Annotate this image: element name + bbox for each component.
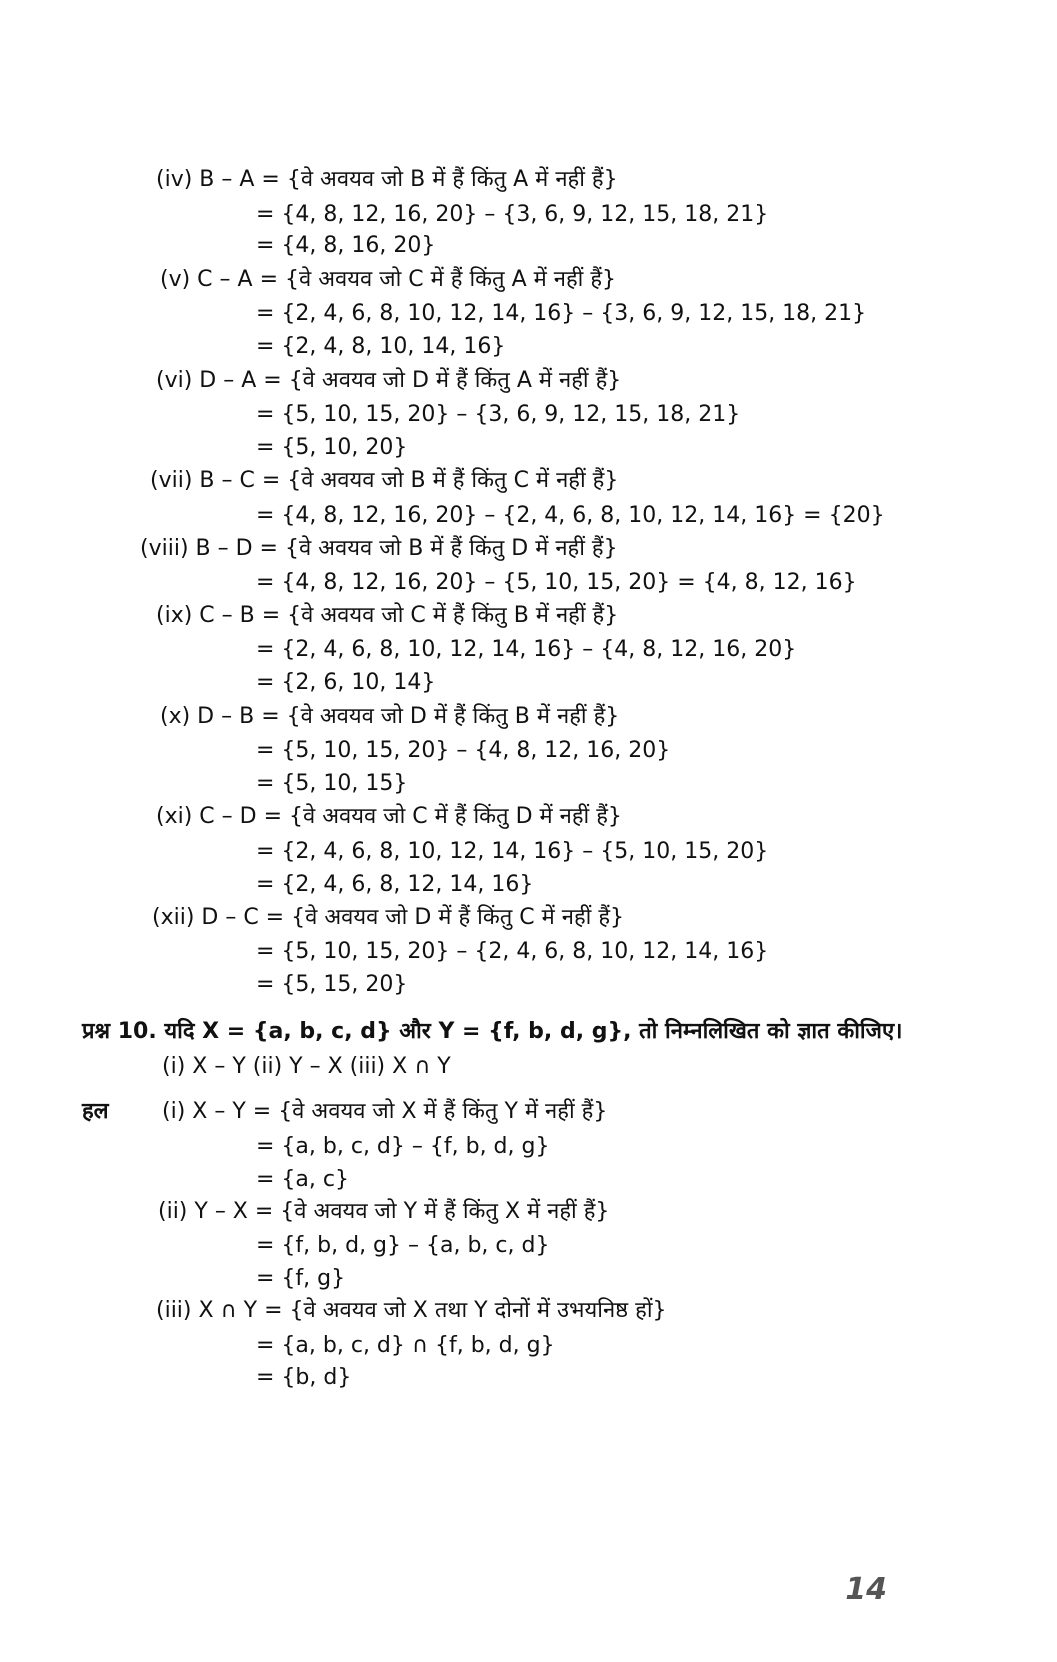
item-xii-heading: (xii) D – C = {वे अवयव जो D में हैं किंतु C में नहीं हैं} xyxy=(152,905,625,930)
item-vii-step: = {4, 8, 12, 16, 20} – {2, 4, 6, 8, 10, 12, 14, 16} = {20} xyxy=(256,503,885,528)
item-vi-step: = {5, 10, 15, 20} – {3, 6, 9, 12, 15, 18, 21} xyxy=(256,402,741,427)
page-number: 14 xyxy=(845,1572,887,1607)
solution-i-result: = {a, c} xyxy=(256,1167,349,1192)
item-viii-step: = {4, 8, 12, 16, 20} – {5, 10, 15, 20} = {4, 8, 12, 16} xyxy=(256,570,857,595)
item-v-result: = {2, 4, 8, 10, 14, 16} xyxy=(256,334,506,359)
item-xii-result: = {5, 15, 20} xyxy=(256,972,408,997)
solution-i-heading: (i) X – Y = {वे अवयव जो X में हैं किंतु Y में नहीं हैं} xyxy=(162,1099,608,1124)
item-v-heading: (v) C – A = {वे अवयव जो C में हैं किंतु A में नहीं हैं} xyxy=(160,267,617,292)
solution-ii-heading: (ii) Y – X = {वे अवयव जो Y में हैं किंतु X में नहीं हैं} xyxy=(158,1199,610,1224)
item-xii-step: = {5, 10, 15, 20} – {2, 4, 6, 8, 10, 12, 14, 16} xyxy=(256,939,769,964)
item-vii-heading: (vii) B – C = {वे अवयव जो B में हैं किंतु C में नहीं हैं} xyxy=(150,468,619,493)
item-x-step: = {5, 10, 15, 20} – {4, 8, 12, 16, 20} xyxy=(256,738,671,763)
solution-iii-step: = {a, b, c, d} ∩ {f, b, d, g} xyxy=(256,1333,555,1358)
item-iv-result: = {4, 8, 16, 20} xyxy=(256,233,436,258)
solution-iii-result: = {b, d} xyxy=(256,1365,352,1390)
item-iv-heading: (iv) B – A = {वे अवयव जो B में हैं किंतु A में नहीं हैं} xyxy=(156,167,618,192)
item-vi-result: = {5, 10, 20} xyxy=(256,435,408,460)
question-10-parts: (i) X – Y (ii) Y – X (iii) X ∩ Y xyxy=(162,1054,451,1079)
item-ix-heading: (ix) C – B = {वे अवयव जो C में हैं किंतु B में नहीं हैं} xyxy=(156,603,619,628)
item-v-step: = {2, 4, 6, 8, 10, 12, 14, 16} – {3, 6, 9, 12, 15, 18, 21} xyxy=(256,301,867,326)
solution-label: हल xyxy=(82,1099,109,1124)
item-xi-result: = {2, 4, 6, 8, 12, 14, 16} xyxy=(256,872,534,897)
solution-i-step: = {a, b, c, d} – {f, b, d, g} xyxy=(256,1134,550,1159)
item-ix-result: = {2, 6, 10, 14} xyxy=(256,670,436,695)
question-10: प्रश्न 10. यदि X = {a, b, c, d} और Y = {f, b, d, g}, तो निम्नलिखित को ज्ञात कीजिए। xyxy=(82,1019,903,1044)
solution-ii-step: = {f, b, d, g} – {a, b, c, d} xyxy=(256,1233,550,1258)
item-vi-heading: (vi) D – A = {वे अवयव जो D में हैं किंतु A में नहीं हैं} xyxy=(156,368,622,393)
solution-ii-result: = {f, g} xyxy=(256,1266,346,1291)
item-viii-heading: (viii) B – D = {वे अवयव जो B में हैं किंतु D में नहीं हैं} xyxy=(140,536,618,561)
item-x-result: = {5, 10, 15} xyxy=(256,771,408,796)
item-x-heading: (x) D – B = {वे अवयव जो D में हैं किंतु B में नहीं हैं} xyxy=(160,704,620,729)
item-iv-step: = {4, 8, 12, 16, 20} – {3, 6, 9, 12, 15, 18, 21} xyxy=(256,202,769,227)
item-ix-step: = {2, 4, 6, 8, 10, 12, 14, 16} – {4, 8, 12, 16, 20} xyxy=(256,637,797,662)
item-xi-heading: (xi) C – D = {वे अवयव जो C में हैं किंतु D में नहीं हैं} xyxy=(156,804,622,829)
item-xi-step: = {2, 4, 6, 8, 10, 12, 14, 16} – {5, 10, 15, 20} xyxy=(256,839,769,864)
solution-iii-heading: (iii) X ∩ Y = {वे अवयव जो X तथा Y दोनों में उभयनिष्ठ हों} xyxy=(156,1298,667,1323)
